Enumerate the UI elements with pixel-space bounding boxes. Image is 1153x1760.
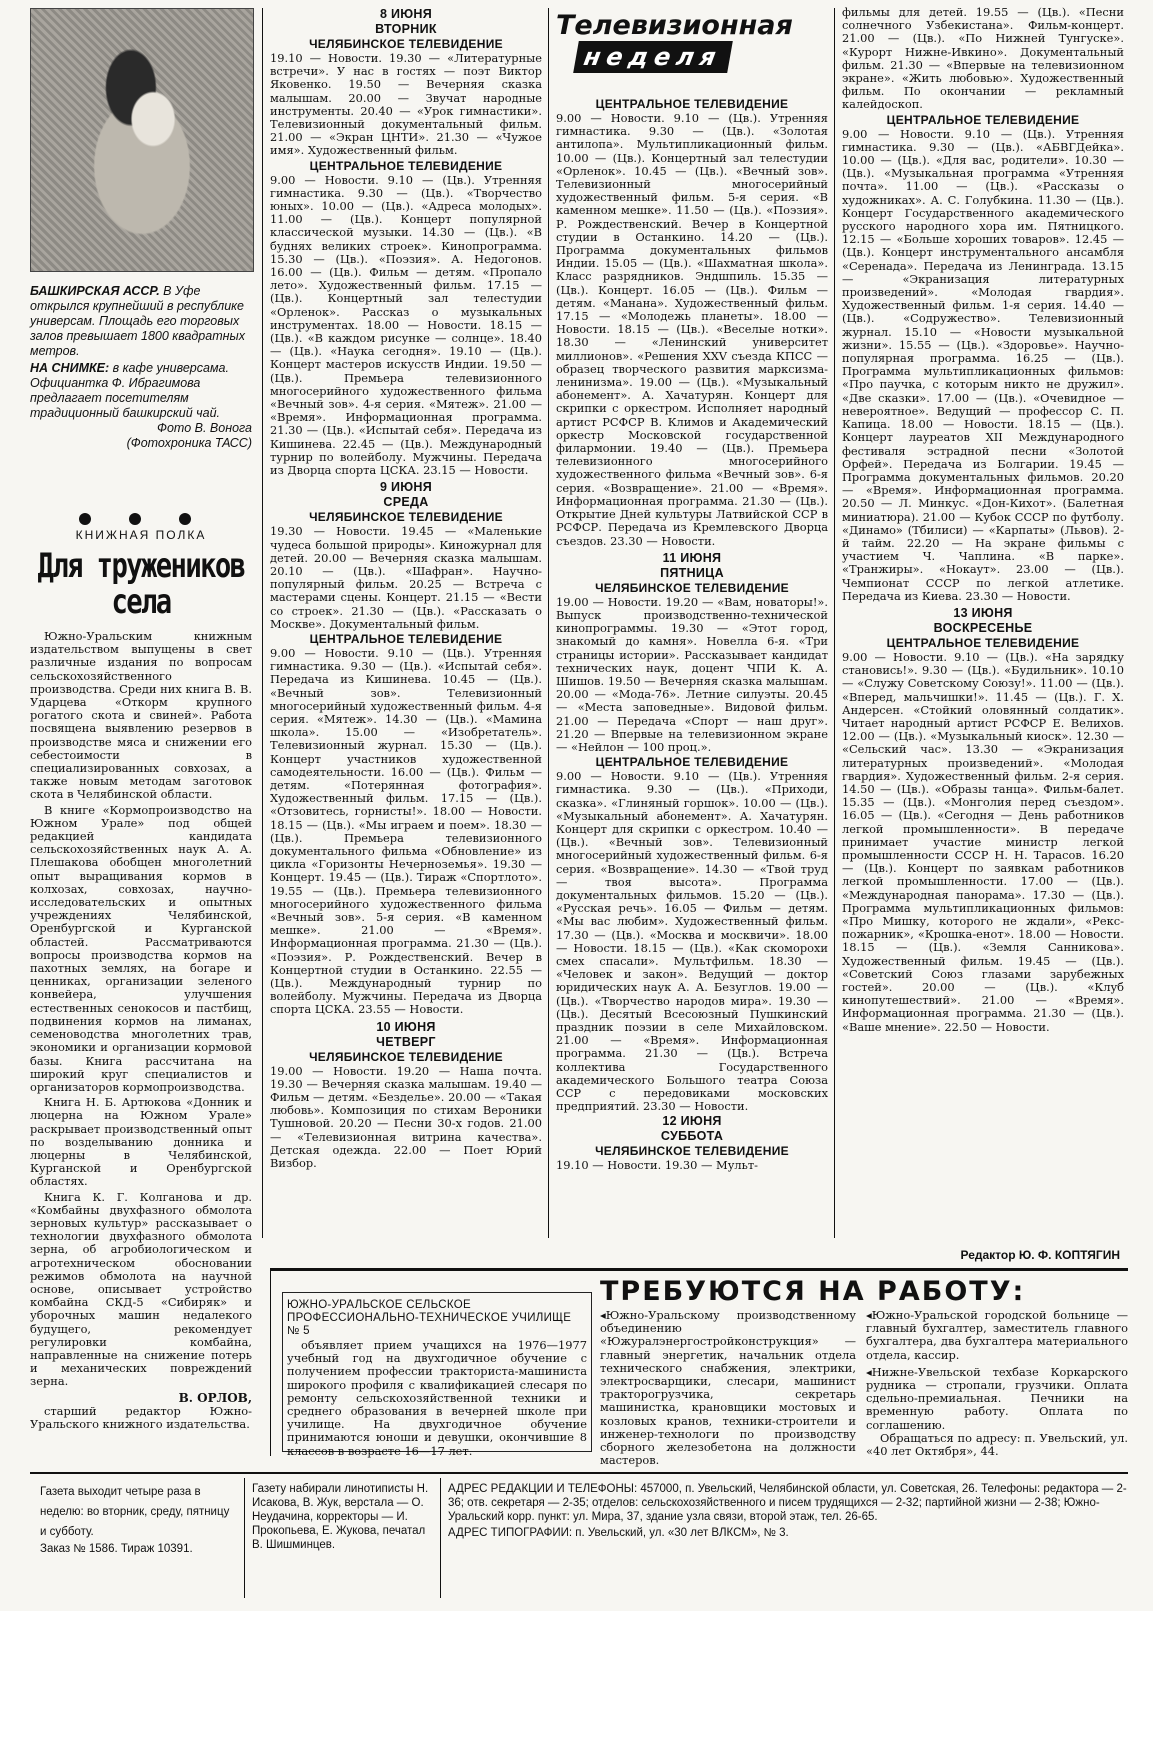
article-paragraph: Книга К. Г. Колганова и др. «Комбайны двухфазного обмолота зерновых культур» рассказывает о технологии двухфазного обмолота зерна, об агробиологическом и агротехническом обосновании режимов обмолота на научной основе, описывает устройство комбайна СКД-5 «Сибиряк» и уборочных машин недалекого будущего, рекомендует регулировки комбайна, направленные на снижение потерь и механических повреждений зерна. — [30, 1189, 252, 1389]
program-listing: 19.30 — Новости. 19.45 — «Маленькие чудеса большой природы». Киножурнал для детей. 20.00 — Вечерняя сказка малышам. 20.10 — (Цв.). «Шафран». Научно-популярный фильм. 20.25 — Встреча с мастерами сцены. Концерт. 21.15 — «Вести со строек». 21.30 — (Цв.). «Рассказать о Москве». Документальный фильм. — [270, 524, 542, 631]
channel-heading: ЧЕЛЯБИНСКОЕ ТЕЛЕВИДЕНИЕ — [309, 510, 503, 525]
column-rule — [262, 8, 263, 1238]
program-listing: 19.00 — Новости. 19.20 — Наша почта. 19.30 — Вечерняя сказка малышам. 19.40 — Фильм — детям. «Безделье». 20.00 — «Такая любовь». Композиция по стихам Вероники Тушновой. 20.20 — Песни 30-х годов. 21.00 — «Телевизионная витрина качества». Детская одежда. 22.00 — Поет Юрий Визбор. — [270, 1063, 542, 1171]
photo-credit: Фото В. Вонога — [157, 421, 252, 435]
tv-column-3 — [556, 96, 828, 1238]
caption-label: НА СНИМКЕ: — [30, 361, 110, 375]
editor-signature: Редактор Ю. Ф. КОПТЯГИН — [960, 1248, 1120, 1262]
school-title: ЮЖНО-УРАЛЬСКОЕ СЕЛЬСКОЕ ПРОФЕССИОНАЛЬНО-ТЕХНИЧЕСКОЕ УЧИЛИЩЕ № 5 — [287, 1299, 572, 1337]
channel-heading: ЧЕЛЯБИНСКОЕ ТЕЛЕВИДЕНИЕ — [309, 1049, 503, 1064]
footer-schedule: Газета выходит четыре раза в неделю: во вторник, среду, пятницу и субботу. Заказ № 1586. Тираж 10391. — [40, 1486, 230, 1555]
day-date: 8 ИЮНЯ — [379, 7, 433, 21]
column-rule — [834, 8, 835, 1238]
article-author: В. ОРЛОВ, — [178, 1390, 252, 1405]
tv-week-logo — [556, 10, 826, 92]
column-rule — [548, 8, 549, 1238]
author-role: старший редактор Южно-Уральского книжного издательства. — [30, 1403, 252, 1431]
footer-rule — [244, 1478, 245, 1598]
arrow-icon: ◂ — [600, 1308, 606, 1322]
job-item: Южно-Уральскому производственному объединению «Южуралэнергостройконструкция» — главный энергетик, начальник отдела технического снабжения, электрики, электросварщики, слесари, машинист тракторогрузчика, секретарь машинистка, крановщики мостовых и козловых кранов, техники-строители и инженер-технологи по производству сборного железобетона на должности мастеров. — [600, 1308, 856, 1468]
program-listing: 19.00 — Новости. 19.20 — «Вам, новаторы!». Выпуск производственно-технической кинопрограммы. 19.30 — «Этот город, знакомый до камня». Новелла 6-я. «Три страницы истории». Рассказывает кандидат технических наук, доцент ЧПИ К. А. Шишов. 19.50 — Вечерняя сказка малышам. 20.00 — «Мода-76». Летние силуэты. 20.45 — «Места заповедные». Видовой фильм. 21.00 — Передача «Спорт — наш друг». 21.20 — Впервые на телевизионном экране — «Нейлон — 100 проц.». — [556, 594, 828, 754]
job-address: Обращаться по адресу: п. Увельский, ул. «40 лет Октября», 44. — [866, 1430, 1128, 1459]
photo-waitress — [30, 8, 254, 272]
program-listing: 19.10 — Новости. 19.30 — Мульт- — [556, 1158, 759, 1173]
channel-heading: ЧЕЛЯБИНСКОЕ ТЕЛЕВИДЕНИЕ — [309, 37, 503, 51]
channel-heading: ЦЕНТРАЛЬНОЕ ТЕЛЕВИДЕНИЕ — [886, 112, 1080, 127]
day-date: 10 ИЮНЯ — [376, 1019, 436, 1034]
caption-region: БАШКИРСКАЯ АССР. — [30, 284, 160, 298]
jobs-title: ТРЕБУЮТСЯ НА РАБОТУ: — [600, 1276, 1026, 1307]
channel-heading: ЧЕЛЯБИНСКОЕ ТЕЛЕВИДЕНИЕ — [595, 1144, 789, 1159]
day-name: СУББОТА — [660, 1129, 724, 1144]
footer-rule — [440, 1478, 441, 1598]
day-name: ВОСКРЕСЕНЬЕ — [933, 620, 1033, 635]
article-paragraph: Книга Н. Б. Артюкова «Донник и люцерна на Южном Урале» раскрывает производственный опыт по возделыванию донника и люцерны в Челябинской, Курганской и Оренбургской областях. — [30, 1095, 252, 1189]
photo-agency: (Фотохроника ТАСС) — [126, 436, 252, 450]
horizontal-rule — [270, 1268, 1128, 1271]
school-ad — [282, 1292, 592, 1458]
program-listing: 9.00 — Новости. 9.10 — (Цв.). Утренняя гимнастика. 9.30 — (Цв.). «Испытай себя». Передача из Кишинева. 10.45 — (Цв.). «Вечный зов». Телевизионный многосерийный художественный фильм. 4-я серия. «Мятеж». 14.30 — (Цв.). «Мамина школа». 15.00 — «Изобретатель». Телевизионный журнал. 15.30 — (Цв.). Концерт участников художественной самодеятельности. 16.00 — (Цв.). Фильм — детям. «Потерянная фотография». Художественный фильм. 17.15 — (Цв.). «Отзовитесь, горнисты!». 18.00 — Новости. 18.15 — (Цв.). «Мы играем и поем». 18.30 — (Цв.). Премьера телевизионного документального фильма «Обновление» из цикла «Горизонты Нечерноземья». 19.30 — Концерт. 19.45 — (Цв.). Тираж «Спортлото». 19.55 — (Цв.). Премьера телевизионного многосерийного художественного фильма «Вечный зов». 5-я серия. «В каменном мешке». 21.00 — «Время». Информационная программа. 21.30 — (Цв.). «Поэзия». Р. Рождественский. Вечер в Концертной студии в Останкино. 22.55 — (Цв.). Международный турнир по волейболу. Мужчины. Передача из Дворца спорта ЦСКА. 23.55 — Новости. — [270, 645, 542, 1017]
channel-heading: ЦЕНТРАЛЬНОЕ ТЕЛЕВИДЕНИЕ — [886, 635, 1080, 650]
caption-photo-text: в кафе универсама. Официантка Ф. Ибрагимова предлагает посетителям традиционный башкирский чай. — [30, 361, 229, 420]
day-name: СРЕДА — [383, 495, 429, 510]
program-listing: фильмы для детей. 19.55 — (Цв.). «Песни солнечного Узбекистана». Фильм-концерт. 21.00 — (Цв.). «По Нижней Тунгуске». «Курорт Нижне-Ивкино». Документальный фильм. 21.30 — «Впервые на телевизионном экране». «Жить любовью». Художественный фильм. По окончании — рекламный калейдоскоп. — [842, 5, 1124, 112]
caption-text: В Уфе открылся крупнейший в республике универсам. Площадь его торговых залов превышает 1800 квадратных метров. — [30, 284, 245, 358]
day-date: 11 ИЮНЯ — [662, 550, 722, 565]
article-paragraph: Южно-Уральским книжным издательством выпущены в свет различные издания по вопросам сельскохозяйственного производства. Среди них книга В. В. Ударцева «Откорм крупного рогатого скота и свиней». Работа посвящена выявлению резервов в производстве мяса и снижении его себестоимости в специализированных совхозах, а также новым методам заготовок скота в Челябинской области. — [30, 629, 252, 802]
program-listing: 9.00 — Новости. 9.10 — (Цв.). Утренняя гимнастика. 9.30 — (Цв.). «Творчество юных». 10.00 — (Цв.). «Адреса молодых». 11.00 — (Цв.). Концерт популярной классической музыки. 14.30 — (Цв.). «В буднях великих строек». Кинопрограмма. 15.30 — (Цв.). «Поэзия». А. Недогонов. 16.00 — (Цв.). Фильм — детям. «Пропало лето». Художественный фильм. 17.15 — (Цв.). Концертный зал телестудии «Орленок». Рассказ о музыкальных инструментах. 18.00 — Новости. 18.15 — (Цв.). «В каждом рисунке — солнце». 18.40 — (Цв.). «Наука сегодня». 19.10 — (Цв.). Концерт мастеров искусств Индии. 19.50 — (Цв.). Премьера телевизионного многосерийного художественного фильма «Вечный зов». 4-я серия. «Мятеж». 21.00 — «Время». Информационная программа. 21.30 — (Цв.). «Испытай себя». Передача из Кишинева. 22.45 — (Цв.). Международный турнир по волейболу. Мужчины. Передача из Дворца спорта ЦСКА. 23.15 — Новости. — [270, 172, 542, 478]
program-listing: 9.00 — Новости. 9.10 — (Цв.). Утренняя гимнастика. 9.30 — (Цв.). «АБВГДейка». 10.00 — (Цв.). «Для вас, родители». 10.30 — (Цв.). «Музыкальная программа «Утренняя почта». 11.00 — (Цв.). «Рассказы о художниках». А. С. Голубкина. 11.30 — (Цв.). Концерт Государственного академического русского народного хора им. Пятницкого. 12.15 — «Больше хороших товаров». 12.45 — (Цв.). Концерт инструментального ансамбля «Серенада». Передача из Ленинграда. 13.15 — «Экранизация литературных произведений». «Молодая гвардия». Художественный фильм. 1-я серия. 14.40 — (Цв.). «Содружество». Телевизионный журнал. 15.10 — «Новости музыкальной жизни». 15.55 — (Цв.). «Здоровье». Научно-популярная программа. 16.25 — (Цв.). Программа мультипликационных фильмов: «Про паучка, с которым никто не дружил». «Две сказки». 17.00 — (Цв.). «Очевидное — невероятное». Ведущий — профессор С. П. Капица. 18.00 — Новости. 18.15 — (Цв.). Концерт лауреатов XII Международного фестиваля эстрадной песни «Золотой Орфей». Передача из Болгарии. 19.45 — Программа документальных фильмов. 20.20 — «Время». Информационная программа. 20.50 — Л. Минкус. «Дон-Кихот». (Балетная миниатюра). 21.00 — Кубок СССР по футболу. «Динамо» (Тбилиси) — «Карпаты» (Львов). 2-й тайм. 22.20 — На экране фильмы с участием Ч. Чаплина. «В парке». «Транжиры». «Нокаут». 23.00 — (Цв.). Чемпионат СССР по легкой атлетике. Передача из Киева. 23.30 — Новости. — [842, 126, 1124, 603]
footer-rule — [30, 1472, 1128, 1474]
channel-heading: ЧЕЛЯБИНСКОЕ ТЕЛЕВИДЕНИЕ — [595, 580, 789, 595]
channel-heading: ЦЕНТРАЛЬНОЕ ТЕЛЕВИДЕНИЕ — [309, 631, 503, 646]
article-title: Для тружеников села — [37, 546, 245, 622]
tv-column-4 — [842, 6, 1124, 1238]
footer-staff: Газету набирали линотиписты Н. Исакова, В. Жук, верстала — О. Неудачина, корректоры — И. Прокопьева, Е. Жукова, печатал В. Шишминцев. — [252, 1483, 429, 1551]
program-listing: 9.00 — Новости. 9.10 — (Цв.). Утренняя гимнастика. 9.30 — (Цв.). «Приходи, сказка». «Глиняный горшок». 10.00 — (Цв.). «Музыкальный абонемент». А. Хачатурян. Концерт для скрипки с оркестром. 10.40 — (Цв.). «Вечный зов». Телевизионный многосерийный художественный фильм. 6-я серия. «Возвращение». 14.30 — «Твой труд — твоя высота». Программа документальных фильмов. 15.20 — (Цв.). «Русская речь». 16.05 — Фильм — детям. «Мы вас любим». Художественный фильм. 17.30 — (Цв.). «Москва и москвичи». 18.00 — Новости. 18.15 — (Цв.). «Как скоморохи смех спасали». Мультфильм. 18.30 — «Человек и закон». Ведущий — доктор юридических наук А. А. Безуглов. 19.00 — (Цв.). «Творчество народов мира». 19.30 — (Цв.). Десятый Всесоюзный Пушкинский праздник поэзии в селе Михайловском. 21.00 — «Время». Информационная программа. 21.30 — (Цв.). Встреча коллектива Государственного академического Большого театра Союза ССР с передовиками московских предприятий. 23.30 — Новости. — [556, 769, 828, 1114]
day-date: 13 ИЮНЯ — [953, 605, 1013, 620]
school-text: объявляет прием учащихся на 1976—1977 учебный год на двухгодичное обучение с получением профессии тракториста-машиниста широкого профиля с квалификацией слесаря по ремонту сельскохозяйственной техники и среднего образования в вечерней школе при училище. На двухгодичное обучение принимаются юноши и девушки, окончившие 8 классов в возрасте 16—17 лет. — [287, 1338, 587, 1458]
footer-address: АДРЕС РЕДАКЦИИ И ТЕЛЕФОНЫ: 457000, п. Увельский, Челябинской области, ул. Советская, 26. Телефоны: редактора — 2-36; отв. секретаря — 2-35; отделов: сельскохозяйственного и писем трудящихся — 2-32; партийной жизни — 2-38; Южно-Уральский корр. пункт: ул. Мира, 37, здание узла связи, второй этаж, тел. 26-65. АДРЕС ТИПОГРАФИИ: п. Увельский, ул. «30 лет ВЛКСМ», № 3. — [448, 1483, 1127, 1539]
day-name: ВТОРНИК — [375, 22, 437, 36]
separator-dots — [60, 513, 210, 525]
job-item: Южно-Уральской городской больнице — главный бухгалтер, заместитель главного бухгалтера, два бухгалтера материального отдела, кассир. — [866, 1308, 1128, 1362]
program-listing: 19.10 — Новости. 19.30 — «Литературные встречи». У нас в гостях — поэт Виктор Яковенко. 19.50 — Вечерняя сказка малышам. 20.00 — Звучат народные инструменты. 20.40 — «Урок гимнастики». Телевизионный документальный фильм. 21.00 — «Экран ЦНТИ». 21.30 — «Чужое имя». Художественный фильм. — [270, 51, 542, 158]
arrow-icon: ◂ — [866, 1364, 872, 1379]
jobs-ad — [600, 1276, 1128, 1468]
logo-line2: неделя — [573, 41, 732, 73]
day-name: ПЯТНИЦА — [660, 565, 724, 580]
channel-heading: ЦЕНТРАЛЬНОЕ ТЕЛЕВИДЕНИЕ — [595, 755, 789, 770]
job-item: Нижне-Увельской техбазе Коркарского рудника — стропали, грузчики. Оплата сдельно-премиальная. Печники на временную работу. Оплата по соглашению. — [866, 1364, 1128, 1432]
channel-heading: ЦЕНТРАЛЬНОЕ ТЕЛЕВИДЕНИЕ — [595, 97, 789, 111]
program-listing: 9.00 — Новости. 9.10 — (Цв.). Утренняя гимнастика. 9.30 — (Цв.). «Золотая антилопа». Мультипликационный фильм. 10.00 — (Цв.). Концертный зал телестудии «Орленок». 10.45 — (Цв.). «Вечный зов». Телевизионный многосерийный художественный фильм. 5-я серия. «В каменном мешке». 11.50 — (Цв.). «Поэзия». Р. Рождественский. Вечер в Концертной студии в Останкино. 14.20 — (Цв.). Программа документальных фильмов Индии. 15.05 — (Цв.). «Шахматная школа». Класс разрядников. Эндшпиль. 15.35 — (Цв.). Концерт. 16.05 — (Цв.). Фильм — детям. «Манана». Художественный фильм. 17.15 — «Молодежь планеты». 18.00 — Новости. 18.15 — (Цв.). «Веселые нотки». 18.30 — «Ленинский университет миллионов». «Решения XXV съезда КПСС — образец творческого развития марксизма-ленинизма». 19.00 — (Цв.). «Музыкальный абонемент». А. Хачатурян. Концерт для скрипки с оркестром. Исполняет народный артист РСФСР В. Климов и Академический оркестр Московской государственной филармонии. 19.40 — (Цв.). Премьера телевизионного многосерийного художественного фильма «Вечный зов». 6-я серия. «Возвращение». 21.00 — «Время». Информационная программа. 21.30 — (Цв.). Открытие Дней культуры Латвийской ССР в РСФСР. Передача из Кремлевского Дворца съездов. 23.30 — Новости. — [556, 111, 828, 548]
tv-column-2 — [270, 6, 542, 1238]
day-date: 9 ИЮНЯ — [379, 480, 433, 495]
day-name: ЧЕТВЕРГ — [376, 1034, 436, 1049]
box-rule — [270, 1268, 271, 1456]
rubric: КНИЖНАЯ ПОЛКА — [75, 528, 207, 542]
channel-heading: ЦЕНТРАЛЬНОЕ ТЕЛЕВИДЕНИЕ — [309, 158, 503, 173]
program-listing: 9.00 — Новости. 9.10 — (Цв.). «На зарядку становись!». 9.30 — (Цв.). «Будильник». 10.10 — «Служу Советскому Союзу!». 11.00 — (Цв.). «Вперед, мальчишки!». 11.45 — (Цв.). Г. Х. Андерсен. «Стойкий оловянный солдатик». Читает народный артист РСФСР Е. Велихов. 12.00 — (Цв.). «Музыкальный киоск». 12.30 — «Сельский час». 13.30 — «Экранизация литературных произведений». «Молодая гвардия». Художественный фильм. 2-я серия. 14.50 — (Цв.). «Образы танца». Фильм-балет. 15.35 — (Цв.). «Монголия перед съездом». 16.05 — (Цв.). «Сегодня — День работников легкой промышленности». В передаче принимает участие министр легкой промышленности СССР Н. Н. Тарасов. 16.20 — (Цв.). Концерт по заявкам работников легкой промышленности. 17.00 — (Цв.). «Международная панорама». 17.30 — (Цв.). Программа мультипликационных фильмов: «Про Мишку, которого не ждали», «Рекс-пожарник», «Крошка-енот». 18.00 — Новости. 18.15 — (Цв.). «Земля Санникова». Художественный фильм. 19.45 — (Цв.). «Советский Союз глазами зарубежных гостей». 20.00 — (Цв.). «Клуб кинопутешествий». 21.00 — «Время». Информационная программа. 21.30 — (Цв.). «Ваше мнение». 22.50 — Новости. — [842, 649, 1124, 1034]
day-date: 12 ИЮНЯ — [662, 1114, 722, 1129]
arrow-icon: ◂ — [866, 1308, 872, 1322]
article-paragraph: В книге «Кормопроизводство на Южном Урале» под общей редакцией кандидата сельскохозяйственных наук А. А. Плешакова обобщен многолетний опыт выращивания кормов в колхозах, совхозах, научно-исследовательских и опытных учреждениях Челябинской, Оренбургской и Курганской областей. Рассматриваются вопросы производства кормов на пахотных землях, на богаре и ценниках, организации зеленого конвейера, улучшения естественных сенокосов и пастбищ, подвинения кормов на лиманах, семеноводства многолетних трав, экономики и организации кормовой базы. Книга рассчитана на широкий круг специалистов и организаторов кормопроизводства. — [30, 802, 252, 1094]
photo-caption — [30, 284, 252, 494]
logo-line1: Телевизионная — [556, 10, 793, 41]
